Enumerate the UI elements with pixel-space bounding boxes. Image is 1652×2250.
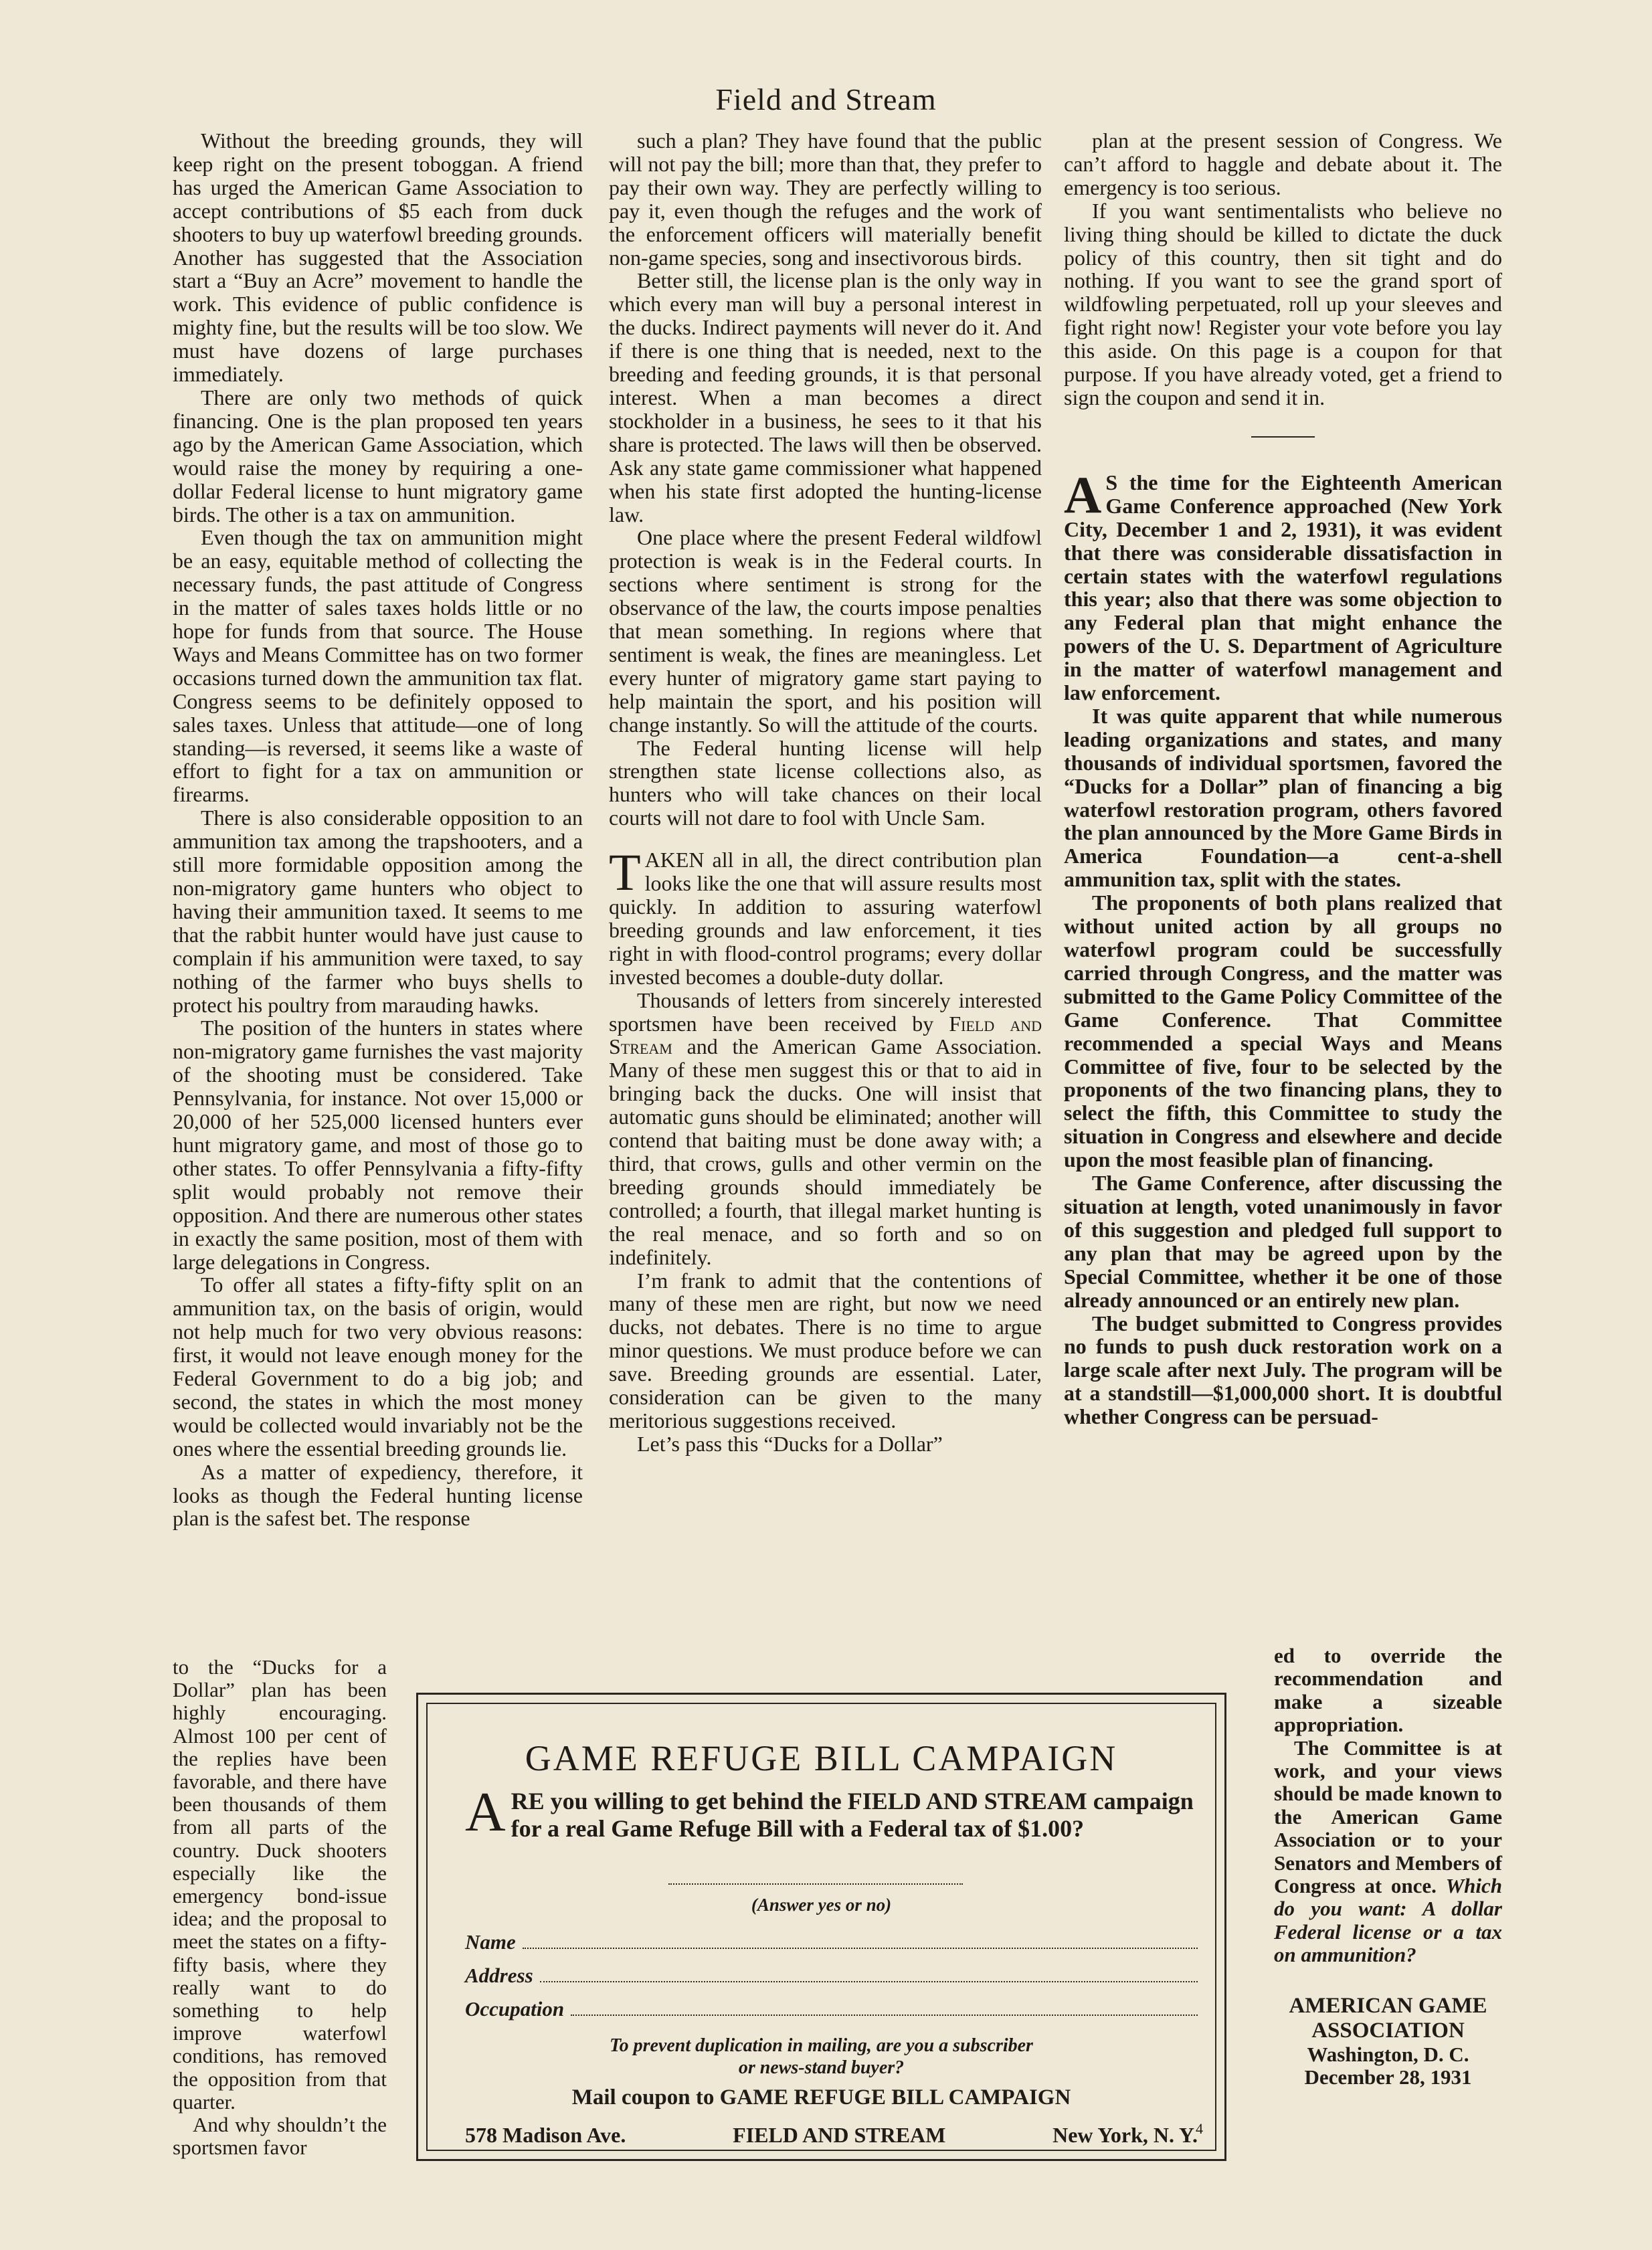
paragraph-text: and the American Game Association. Many of these men suggest this or that to aid in bringing back the ducks. One will insist that automatic guns should be eliminated; another will contend that baiting must be done away with; a third, that crows, gulls and other vermin on the breeding grounds should immediately be controlled; a fourth, that illegal market hunting is the real menace, and so forth and so on indefinitely. <box>609 1034 1042 1269</box>
address-magazine: FIELD AND STREAM <box>733 2123 946 2147</box>
address-city: New York, N. Y. <box>1052 2123 1198 2147</box>
paragraph <box>1274 1737 1502 1967</box>
paragraph: One place where the present Federal wildfowl protection is weak is in the Federal courts. In sections where sentiment is strong for the observance of the law, the courts impose penalties that mean something. In regions where that sentiment is weak, the fines are meaningless. Let every hunter of migratory game start paying to help maintain the sport, and his position will change instantly. So will the attitude of the courts. <box>609 525 1042 737</box>
name-label: Name <box>465 1930 516 1954</box>
note-line-1: To prevent duplication in mailing, are you a subscriber <box>610 2035 1033 2056</box>
address-line[interactable] <box>540 1981 1198 1982</box>
article-column-3 <box>1064 129 1502 1428</box>
drop-cap: A <box>465 1781 506 1843</box>
occupation-label: Occupation <box>465 1997 565 2021</box>
question-text: Which do you want: A dollar Federal license or a tax on ammunition? <box>1274 1874 1503 1967</box>
paragraph: There is also considerable opposition to an ammunition tax among the trapshooters, and a still more formidable opposition among the non-migratory game hunters who object to having their ammunition taxed. It seems to me that the rabbit hunter would have just cause to complain if his ammunition were taxed, to say nothing of the farmer who buys shells to protect his poultry from marauding hawks. <box>173 806 583 1017</box>
paragraph-text: Thousands of letters from sincerely interested sportsmen have been received by <box>609 988 1042 1036</box>
paragraph: The position of the hunters in states where non-migratory game furnishes the vast majority of the shooting must be considered. Take Pennsylvania, for instance. Not over 15,000 or 20,000 of her 525,000 licensed hunters ever hunt migratory game, and most of those go to other states. To offer Pennsylvania a fifty-fifty split would probably not remove their opposition. And there are numerous other states in exactly the same position, most of them with large delegations in Congress. <box>173 1016 583 1274</box>
paragraph: such a plan? They have found that the public will not pay the bill; more than that, they prefer to pay their own way. They are perfectly willing to pay it, even though the refuges and the work of the enforcement officers will materially benefit non-game species, song and insectivorous birds. <box>609 128 1042 270</box>
paragraph: The Federal hunting license will help strengthen state license collections also, as hunters who will take chances on their local courts will not dare to fool with Uncle Sam. <box>609 735 1042 830</box>
paragraph: There are only two methods of quick financing. One is the plan proposed ten years ago by the American Game Association, which would raise the money by requiring a one-dollar Federal license to hunt migratory game birds. The other is a tax on ammunition. <box>173 385 583 527</box>
coupon-question <box>465 1781 1198 1843</box>
paragraph-text: AKEN all in all, the direct contribution plan looks like the one that will assure results most quickly. In addition to assuring waterfowl breeding grounds and law enforcement, it ties right in with flood-control programs; every dollar invested becomes a double-duty dollar. <box>609 848 1042 989</box>
occupation-line[interactable] <box>571 2014 1198 2016</box>
paragraph: to the “Ducks for a Dollar” plan has been highly encouraging. Almost 100 per cent of the replies have been favorable, and there have been thousands of them from all parts of the country. Duck shooters especially like the emergency bond-issue idea; and the proposal to meet the states on a fifty-fifty basis, where they really want to do something to help improve waterfowl conditions, has removed the opposition from that quarter. <box>173 1655 387 2114</box>
address-label: Address <box>465 1964 533 1987</box>
article-column-1-continued <box>173 1656 387 2159</box>
question-text: RE you willing to get behind the FIELD AND STREAM campaign for a real Game Refuge Bill with a Federal tax of $1.00? <box>511 1788 1194 1842</box>
paragraph <box>609 989 1042 1269</box>
article-column-1 <box>173 129 583 1530</box>
paragraph-dropcap <box>1064 465 1502 705</box>
paragraph: And why shouldn’t the sportsmen favor <box>173 2113 387 2160</box>
drop-cap: A <box>1064 465 1102 524</box>
paragraph: Even though the tax on ammunition might be an easy, equitable method of collecting the necessary funds, the past attitude of Congress in the matter of sales taxes holds little or no hope for funds from that source. The House Ways and Means Committee has on two former occasions turned down the ammunition tax flat. Congress seems to be definitely opposed to sales taxes. Unless that attitude—one of long standing—is reversed, it seems like a waste of effort to fight for a tax on ammunition or firearms. <box>173 525 583 807</box>
page-mark: 4 <box>1196 2120 1203 2137</box>
subscriber-note <box>428 2035 1215 2079</box>
section-divider <box>1251 436 1315 438</box>
paragraph: Better still, the license plan is the only way in which every man will buy a personal interest in the ducks. Indirect payments will never do it. And if there is one thing that is needed, next to the breeding and feeding grounds, it is that personal interest. When a man becomes a direct stockholder in a business, he sees to it that his share is protected. The laws will then be observed. Ask any state game commissioner what happened when his state first adopted the hunting-license law. <box>609 268 1042 527</box>
note-line-2: or news-stand buyer? <box>738 2057 905 2078</box>
answer-label: (Answer yes or no) <box>751 1895 892 1915</box>
address-field[interactable] <box>465 1964 1198 1988</box>
name-field[interactable] <box>465 1930 1198 1954</box>
article-column-2 <box>609 129 1042 1456</box>
mailing-address <box>465 2123 1198 2148</box>
paragraph: The proponents of both plans realized that without united action by all groups no waterfowl program could be successfully carried through Congress, and the matter was submitted to the Game Policy Committee of the Game Conference. That Committee recommended a special Ways and Means Committee of five, four to be selected by the proponents of the two financing plans, they to select the fifth, this Committee to study the situation in Congress and elsewhere and decide upon the most feasible plan of financing. <box>1064 890 1502 1172</box>
signature-city: Washington, D. C. <box>1307 2042 1469 2066</box>
paragraph-text: S the time for the Eighteenth American Game Conference approached (New York City, December 1 and 2, 1931), it was evident that there was considerable dissatisfaction in certain states with the waterfowl regulations this year; also that there was some objection to any Federal plan that might enhance the powers of the U. S. Department of Agriculture in the matter of waterfowl management and law enforcement. <box>1064 470 1502 705</box>
paragraph: The budget submitted to Congress provides no funds to push duck restoration work on a large scale after next July. The program will be at a standstill—$1,000,000 short. It is doubtful whether Congress can be persuad- <box>1064 1311 1502 1429</box>
signature-date: December 28, 1931 <box>1304 2065 1472 2089</box>
association-statement-continued <box>1274 1645 1502 2089</box>
page-title: Field and Stream <box>715 82 937 116</box>
association-statement <box>1064 465 1502 1429</box>
coupon-heading: GAME REFUGE BILL CAMPAIGN <box>525 1738 1118 1778</box>
paragraph: It was quite apparent that while numerous leading organizations and states, and many thousands of individual sportsmen, favored the “Ducks for a Dollar” plan of financing a big waterfowl restoration program, others favored the plan announced by the More Game Birds in America Foundation—a cent-a-shell ammunition tax, split with the states. <box>1064 703 1502 892</box>
paragraph: The Game Conference, after discussing the situation at length, voted unanimously in favor of this suggestion and pledged full support to any plan that may be agreed upon by the Special Committee, whether it be one of those already announced or an entirely new plan. <box>1064 1171 1502 1312</box>
occupation-field[interactable] <box>465 1997 1198 2021</box>
mail-instruction: Mail coupon to GAME REFUGE BILL CAMPAIGN <box>571 2085 1071 2110</box>
paragraph: Without the breeding grounds, they will keep right on the present toboggan. A friend has urged the American Game Association to accept contributions of $5 each from duck shooters to buy up waterfowl breeding grounds. Another has suggested that the Association start a “Buy an Acre” movement to handle the work. This evidence of public confidence is mighty fine, but the results will be too slow. We must have dozens of large purchases immediately. <box>173 128 583 387</box>
coupon-inner-border <box>426 1703 1216 2151</box>
coupon-box <box>416 1693 1226 2161</box>
paragraph-text: The Committee is at work, and your views should be made known to the American Game Association or to your Senators and Members of Congress at once. <box>1274 1736 1502 1898</box>
paragraph: If you want sentimentalists who believe no living thing should be killed to dictate the duck policy of this country, then sit tight and do nothing. If you want to see the grand sport of wildfowling perpetuated, roll up your sleeves and fight right now! Register your vote before you lay this aside. On this page is a coupon for that purpose. If you have already voted, get a friend to sign the coupon and send it in. <box>1064 198 1502 409</box>
paragraph: As a matter of expediency, therefore, it looks as though the Federal hunting license plan is the safest bet. The response <box>173 1459 583 1531</box>
paragraph: Let’s pass this “Ducks for a Dollar” <box>637 1431 943 1456</box>
paragraph: I’m frank to admit that the contentions of many of these men are right, but now we need ducks, not debates. There is no time to argue minor questions. We must produce before we can save. Breeding grounds are essential. Later, consideration can be given to the many meritorious suggestions received. <box>609 1268 1042 1432</box>
magazine-name: Field and Stream <box>609 1011 1042 1059</box>
address-street: 578 Madison Ave. <box>465 2123 626 2147</box>
name-line[interactable] <box>523 1948 1198 1949</box>
drop-cap: T <box>609 843 641 902</box>
paragraph: plan at the present session of Congress. We can’t afford to haggle and debate about it. The emergency is too serious. <box>1064 128 1502 199</box>
signature-organization: AMERICAN GAME ASSOCIATION <box>1289 1993 1487 2043</box>
paragraph-dropcap <box>609 843 1042 989</box>
answer-field[interactable] <box>668 1883 963 1885</box>
paragraph: ed to override the recommendation and make a sizeable appropriation. <box>1274 1644 1502 1737</box>
paragraph: To offer all states a fifty-fifty split on an ammunition tax, on the basis of origin, would not help much for two very obvious reasons: first, it would not leave enough money for the Federal Government to do a big job; and second, the states in which the most money would be collected would invariably not be the ones where the essential breeding grounds lie. <box>173 1273 583 1461</box>
